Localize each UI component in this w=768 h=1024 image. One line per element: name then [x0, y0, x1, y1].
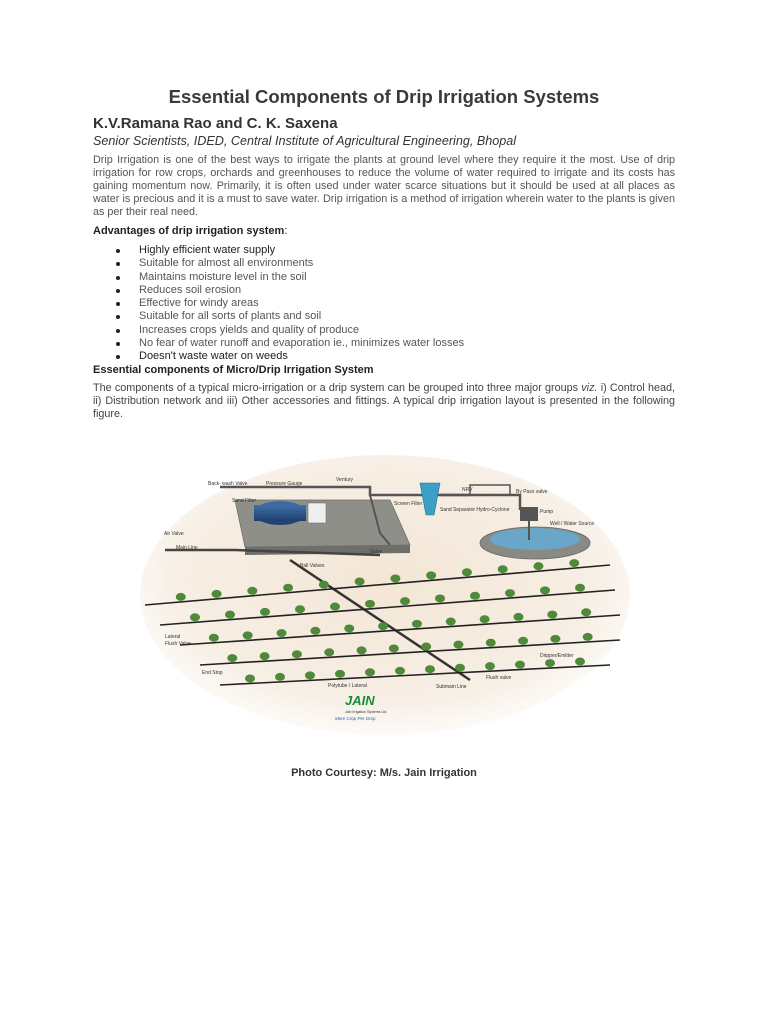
- well-water: [490, 528, 580, 550]
- plant: [344, 624, 354, 632]
- advantages-heading-colon: :: [284, 225, 288, 237]
- label-valve: Valve: [370, 549, 383, 555]
- plant: [547, 611, 557, 619]
- plant: [389, 644, 399, 652]
- label-nrv: NRV: [462, 487, 473, 493]
- plant: [435, 594, 445, 602]
- label-bypass-valve: By Pass valve: [516, 489, 548, 495]
- plant: [462, 568, 472, 576]
- plant: [277, 629, 287, 637]
- plant: [575, 584, 585, 592]
- label-sand-separator: Sand Separator Hydro-Cyclone: [440, 507, 510, 513]
- plant: [515, 661, 525, 669]
- plant: [446, 618, 456, 626]
- plant: [486, 639, 496, 647]
- label-lateral: Lateral: [165, 634, 181, 640]
- plant: [283, 584, 293, 592]
- plant: [533, 562, 543, 570]
- label-ventury: Ventury: [336, 477, 353, 483]
- plant: [518, 637, 528, 645]
- label-sand-filter: Sand Filter: [232, 498, 257, 504]
- plant: [365, 600, 375, 608]
- label-flush-valve: Flush Valve: [165, 641, 191, 647]
- list-item: Maintains moisture level in the soil: [113, 271, 464, 284]
- plant: [212, 590, 222, 598]
- plant: [390, 574, 400, 582]
- plant: [190, 613, 200, 621]
- plant: [395, 667, 405, 675]
- list-item: Reduces soil erosion: [113, 284, 464, 297]
- plant: [324, 648, 334, 656]
- plant: [330, 603, 340, 611]
- list-item: No fear of water runoff and evaporation ie., minimizes water losses: [113, 337, 464, 350]
- components-heading: Essential components of Micro/Drip Irrigation System: [93, 364, 374, 376]
- plant: [545, 659, 555, 667]
- plant: [357, 646, 367, 654]
- label-water-source: Well / Water Source: [550, 521, 595, 527]
- sand-filter-body: [254, 505, 306, 521]
- label-polytube: Polytube / Lateral: [328, 683, 367, 689]
- plant: [505, 589, 515, 597]
- plant: [310, 627, 320, 635]
- plant: [583, 633, 593, 641]
- label-flush-valve-2: Flush valve: [486, 675, 512, 681]
- label-pump: Pump: [540, 509, 554, 515]
- list-item: Highly efficient water supply: [113, 244, 464, 257]
- advantages-heading-text: Advantages of drip irrigation system: [93, 225, 285, 237]
- intro-paragraph: Drip Irrigation is one of the best ways to irrigate the plants at ground level where they require it the most. Use of drip irrigation for row crops, orchards and greenhouses to reduce the volume of water required to irrigate and its costs has gaining momentum now. Primarily, it is often used under water scarce situations but it should be used at all places as water is precious and it is a must to save water. Drip irrigation is a method of irrigation wherein water to the plants is given as per their real need.: [93, 154, 675, 218]
- plant: [480, 615, 490, 623]
- plant: [378, 622, 388, 630]
- figure-caption: Photo Courtesy: M/s. Jain Irrigation: [291, 767, 477, 779]
- plant: [421, 643, 431, 651]
- plant: [426, 571, 436, 579]
- plant: [260, 652, 270, 660]
- plant: [470, 592, 480, 600]
- logo-company: Jain Irrigation Systems Ltd.: [345, 710, 388, 714]
- plant: [540, 586, 550, 594]
- plant: [275, 673, 285, 681]
- plant: [412, 620, 422, 628]
- list-item: Effective for windy areas: [113, 297, 464, 310]
- components-text-part1: The components of a typical micro-irrigation or a drip system can be grouped into three major groups: [93, 382, 582, 394]
- plant: [575, 658, 585, 666]
- label-end-stop: End Stop: [202, 670, 223, 676]
- logo-name: JAIN: [345, 693, 375, 708]
- plant: [227, 654, 237, 662]
- plant: [243, 631, 253, 639]
- components-text-viz: viz.: [581, 382, 598, 394]
- list-item: Increases crops yields and quality of produce: [113, 324, 464, 337]
- ventury-box: [308, 503, 326, 523]
- label-ball-valves: Ball Valves: [300, 563, 325, 569]
- plant: [365, 668, 375, 676]
- plant: [581, 608, 591, 616]
- label-screen-filter: Screen Filter: [394, 501, 423, 507]
- plant: [513, 613, 523, 621]
- plant: [292, 650, 302, 658]
- plant: [247, 587, 257, 595]
- document-title: Essential Components of Drip Irrigation Systems: [168, 86, 600, 107]
- label-dripper: Dripper/Emitter: [540, 653, 574, 659]
- authors: K.V.Ramana Rao and C. K. Saxena: [93, 115, 338, 132]
- advantages-heading: [93, 225, 287, 237]
- plant: [245, 674, 255, 682]
- list-item: Doesn't waste water on weeds: [113, 350, 464, 363]
- plant: [209, 634, 219, 642]
- plant: [319, 581, 329, 589]
- logo-tagline: More Crop Per Drop: [335, 716, 376, 721]
- affiliation: Senior Scientists, IDED, Central Institute of Agricultural Engineering, Bhopal: [93, 134, 517, 148]
- label-pressure-gauge: Pressure Gauge: [266, 481, 303, 487]
- plant: [176, 593, 186, 601]
- plant: [425, 665, 435, 673]
- components-text-part2: i) Control head, ii) Distribution network and iii) Other accessories and fittings. A typical drip irrigation layout is presented in the following figure.: [93, 382, 675, 420]
- components-paragraph: [93, 382, 675, 421]
- label-air-valve: Air Valve: [164, 531, 184, 537]
- plant: [455, 664, 465, 672]
- list-item: Suitable for all sorts of plants and soil: [113, 310, 464, 323]
- plant: [498, 565, 508, 573]
- plant: [260, 608, 270, 616]
- plant: [355, 578, 365, 586]
- plant: [453, 641, 463, 649]
- plant: [335, 670, 345, 678]
- plant: [400, 597, 410, 605]
- plant: [485, 662, 495, 670]
- plant: [305, 671, 315, 679]
- label-submain-line: Submain Line: [436, 684, 467, 690]
- drip-irrigation-layout-figure: [140, 455, 630, 735]
- label-backwash-valve: Back- wash Valve: [208, 481, 248, 487]
- plant: [225, 611, 235, 619]
- label-main-line: Main Line: [176, 545, 198, 551]
- plant: [550, 635, 560, 643]
- advantages-list: [113, 244, 464, 364]
- list-item: Suitable for almost all environments: [113, 257, 464, 270]
- plant: [569, 559, 579, 567]
- plant: [295, 605, 305, 613]
- pump-body: [520, 507, 538, 521]
